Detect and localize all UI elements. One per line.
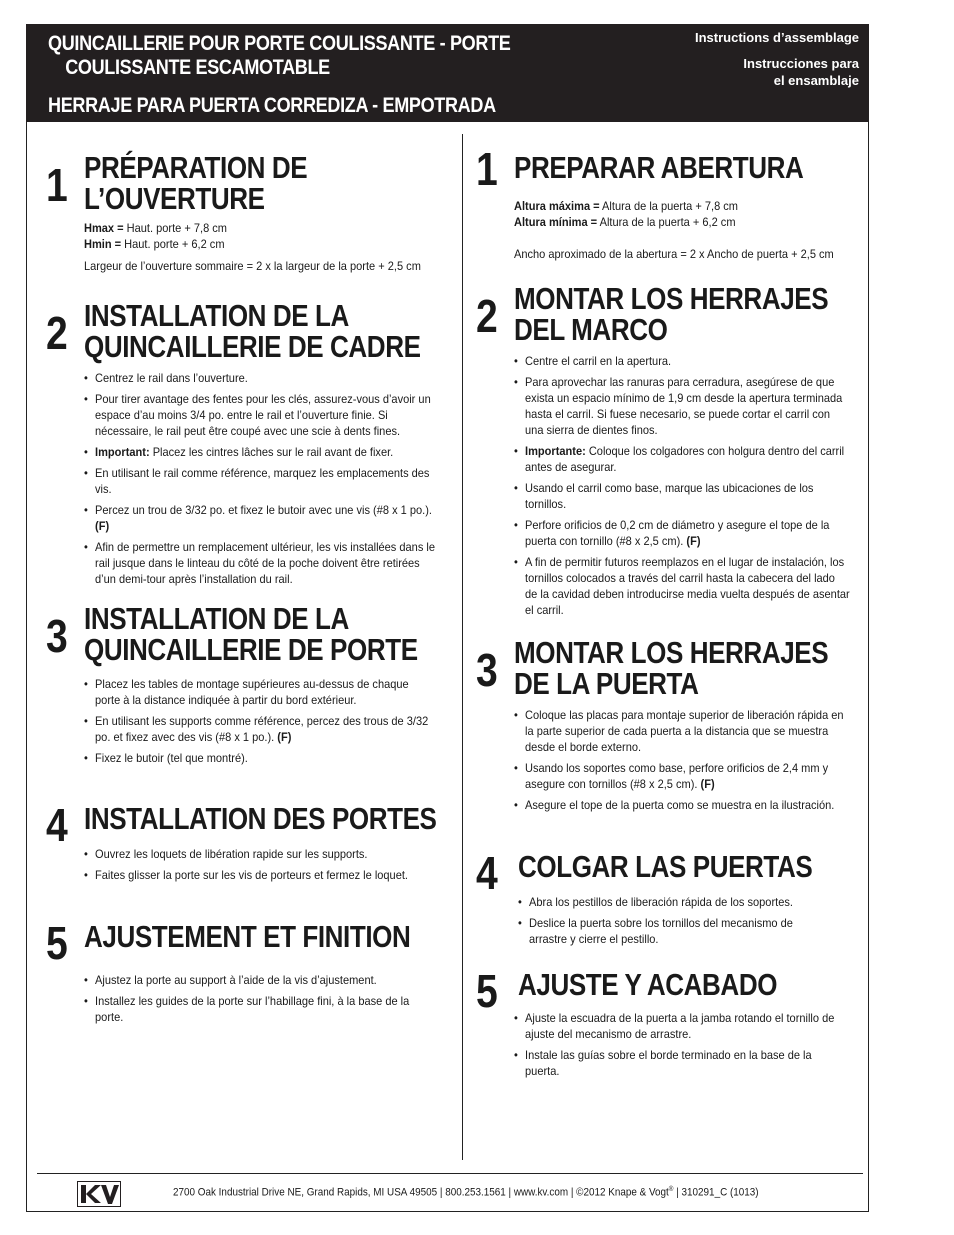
list-item: • Centrez le rail dans l’ouverture. — [84, 370, 443, 386]
step-number: 4 — [46, 799, 68, 851]
hmax-label: Hmax = — [84, 221, 124, 235]
item-text: En utilisant les supports comme référence, percez des trous de 3/32 po. et fixez avec des vis (#8 x 1 po.). — [95, 714, 429, 744]
hmin-value: Haut. porte + 6,2 cm — [121, 237, 225, 251]
section-title-line1: INSTALLATION DE LA — [84, 298, 349, 333]
hmin-line — [84, 236, 421, 252]
doc-type-spanish-line2: el ensamblaje — [773, 73, 859, 88]
list-item: • Usando el carril como base, marque las ubicaciones de los tornillos. — [514, 480, 850, 512]
section-title-line1: MONTAR LOS HERRAJES — [514, 635, 829, 670]
step-number: 2 — [476, 290, 498, 342]
section-title: AJUSTEMENT ET FINITION — [84, 919, 411, 954]
list-item: • Ajustez la porte au support à l’aide de la vis d’ajustement. — [84, 972, 415, 988]
step-number: 3 — [46, 610, 68, 662]
min-height-label: Altura mínima = — [514, 215, 598, 229]
column-divider — [462, 134, 463, 1160]
bullet-list — [514, 1010, 836, 1084]
list-item: • Placez les tables de montage supérieures au-dessus de chaque porte à la distance indiquée à partir du bord extérieur. — [84, 676, 429, 708]
title-french — [48, 32, 530, 80]
title-spanish: HERRAJE PARA PUERTA CORREDIZA - EMPOTRADA — [48, 94, 496, 117]
list-item: • Ajuste la escuadra de la puerta a la jamba rotando el tornillo de ajuste del mecanismo de arrastre. — [514, 1010, 836, 1042]
list-item: • Afin de permettre un remplacement ultérieur, les vis installées dans le rail jusque dans le linteau du côté de la poche doivent être retirées d’un demi-tour après l’installation du rail. — [84, 539, 443, 587]
registered-mark: ® — [668, 1186, 674, 1193]
section-title-line1: PRÉPARATION DE — [84, 150, 308, 185]
bullet-list — [84, 676, 429, 771]
max-height-line — [514, 198, 834, 214]
important-label: Important: — [95, 445, 150, 459]
section-title-line2: DEL MARCO — [514, 312, 668, 347]
min-height-line — [514, 214, 834, 230]
section-title: PREPARAR ABERTURA — [514, 150, 804, 185]
figure-ref: (F) — [277, 730, 292, 744]
section-title-line2: QUINCAILLERIE DE PORTE — [84, 632, 418, 667]
figure-ref: (F) — [700, 777, 715, 791]
item-text: Usando los soportes como base, perfore orificios de 2,4 mm y asegure con tornillos (#8 x 2,5 cm). — [525, 761, 829, 791]
section-title: COLGAR LAS PUERTAS — [518, 849, 813, 884]
section-title — [514, 637, 828, 699]
list-item: • Abra los pestillos de liberación rápida de los soportes. — [518, 894, 822, 910]
section-title-line2: QUINCAILLERIE DE CADRE — [84, 329, 421, 364]
width-note: Ancho aproximado de la abertura = 2 x Ancho de puerta + 2,5 cm — [514, 247, 834, 261]
bullet-list — [514, 353, 850, 623]
bullet-list — [84, 370, 443, 592]
step-number: 2 — [46, 307, 68, 359]
section-title — [84, 152, 307, 214]
title-french-line2: COULISSANTE ESCAMOTABLE — [65, 56, 330, 79]
footer-address: 2700 Oak Industrial Drive NE, Grand Rapids, MI USA 49505 | 800.253.1561 | www.kv.com | ©2012 Knape & Vogt — [173, 1186, 669, 1199]
header-banner — [26, 24, 869, 122]
section-title — [514, 283, 828, 345]
bullet-list — [518, 894, 822, 952]
list-item: • Ouvrez les loquets de libération rapide sur les supports. — [84, 846, 434, 862]
step-number: 4 — [476, 847, 498, 899]
opening-dimensions — [514, 198, 834, 262]
kv-logo — [77, 1181, 121, 1207]
list-item: • Instale las guías sobre el borde terminado en la base de la puerta. — [514, 1047, 836, 1079]
bullet-list — [514, 707, 850, 818]
doc-type-french: Instructions d’assemblage — [695, 30, 859, 45]
list-item: • Pour tirer avantage des fentes pour les clés, assurez-vous d’avoir un espace d’au moins 3/4 po. entre le rail et l’ouverture finie. Si nécessaire, le rail peut être coupé avec une scie à dents fines. — [84, 391, 443, 439]
bullet-list — [84, 972, 415, 1030]
hmax-value: Haut. porte + 7,8 cm — [123, 221, 227, 235]
step-number: 3 — [476, 644, 498, 696]
list-item: • Asegure el tope de la puerta como se muestra en la ilustración. — [514, 797, 850, 813]
footer-doc-id: | 310291_C (1013) — [673, 1186, 759, 1199]
footer — [37, 1180, 863, 1208]
item-text: Percez un trou de 3/32 po. et fixez le butoir avec une vis (#8 x 1 po.). — [95, 503, 432, 517]
section-title-line2: DE LA PUERTA — [514, 666, 699, 701]
important-text: Placez les cintres lâches sur le rail avant de fixer. — [149, 445, 394, 459]
list-item — [84, 444, 443, 460]
doc-type — [695, 29, 859, 89]
item-text: Perfore orificios de 0,2 cm de diámetro y asegure el tope de la puerta con tornillo (#8 x 2,5 cm). — [525, 518, 830, 548]
list-item — [84, 713, 429, 745]
figure-ref: (F) — [95, 519, 110, 533]
hmax-line — [84, 220, 421, 236]
list-item — [84, 502, 443, 534]
section-title — [84, 603, 418, 665]
section-title: INSTALLATION DES PORTES — [84, 801, 437, 836]
section-title: AJUSTE Y ACABADO — [518, 967, 778, 1002]
list-item: • En utilisant le rail comme référence, marquez les emplacements des vis. — [84, 465, 443, 497]
footer-divider — [37, 1173, 863, 1174]
list-item: • Installez les guides de la porte sur l’habillage fini, à la base de la porte. — [84, 993, 415, 1025]
step-number: 5 — [476, 965, 498, 1017]
section-title-line1: MONTAR LOS HERRAJES — [514, 281, 829, 316]
list-item: • A fin de permitir futuros reemplazos en el lugar de instalación, los tornillos colocados a través del carril hasta la cabecera del lado de la cavidad deben introducirse media vuelta después de asentar el carril. — [514, 554, 850, 618]
important-text: Coloque los colgadores con holgura dentro del carril antes de asegurar. — [525, 444, 845, 474]
list-item — [514, 760, 850, 792]
title-french-line1: QUINCAILLERIE POUR PORTE COULISSANTE - PORTE — [48, 32, 511, 55]
step-number: 1 — [46, 159, 68, 211]
list-item: • Deslice la puerta sobre los tornillos del mecanismo de arrastre y cierre el pestillo. — [518, 915, 822, 947]
section-title-line2: L’OUVERTURE — [84, 181, 265, 216]
step-number: 1 — [476, 143, 498, 195]
important-label: Importante: — [525, 444, 586, 458]
width-note: Largeur de l’ouverture sommaire = 2 x la largeur de la porte + 2,5 cm — [84, 259, 421, 273]
list-item — [514, 517, 850, 549]
opening-dimensions — [84, 220, 421, 274]
doc-type-spanish-line1: Instrucciones para — [743, 56, 859, 71]
figure-ref: (F) — [686, 534, 701, 548]
max-height-value: Altura de la puerta + 7,8 cm — [599, 199, 738, 213]
min-height-value: Altura de la puerta + 6,2 cm — [597, 215, 736, 229]
max-height-label: Altura máxima = — [514, 199, 600, 213]
list-item: • Coloque las placas para montaje superior de liberación rápida en la parte superior de cada puerta a la distancia que se muestra desde el borde externo. — [514, 707, 850, 755]
bullet-list — [84, 846, 434, 888]
hmin-label: Hmin = — [84, 237, 122, 251]
list-item: • Faites glisser la porte sur les vis de porteurs et fermez le loquet. — [84, 867, 434, 883]
list-item: • Para aprovechar las ranuras para cerradura, asegúrese de que exista un espacio mínimo de 1,9 cm desde la apertura terminada hasta el carril. Si fuese necesario, se puede cortar el carril con una sierra de dientes finos. — [514, 374, 850, 438]
list-item: • Centre el carril en la apertura. — [514, 353, 850, 369]
section-title-line1: INSTALLATION DE LA — [84, 601, 349, 636]
list-item — [514, 443, 850, 475]
footer-contact — [173, 1186, 759, 1199]
step-number: 5 — [46, 917, 68, 969]
list-item: • Fixez le butoir (tel que montré). — [84, 750, 429, 766]
section-title — [84, 300, 421, 362]
